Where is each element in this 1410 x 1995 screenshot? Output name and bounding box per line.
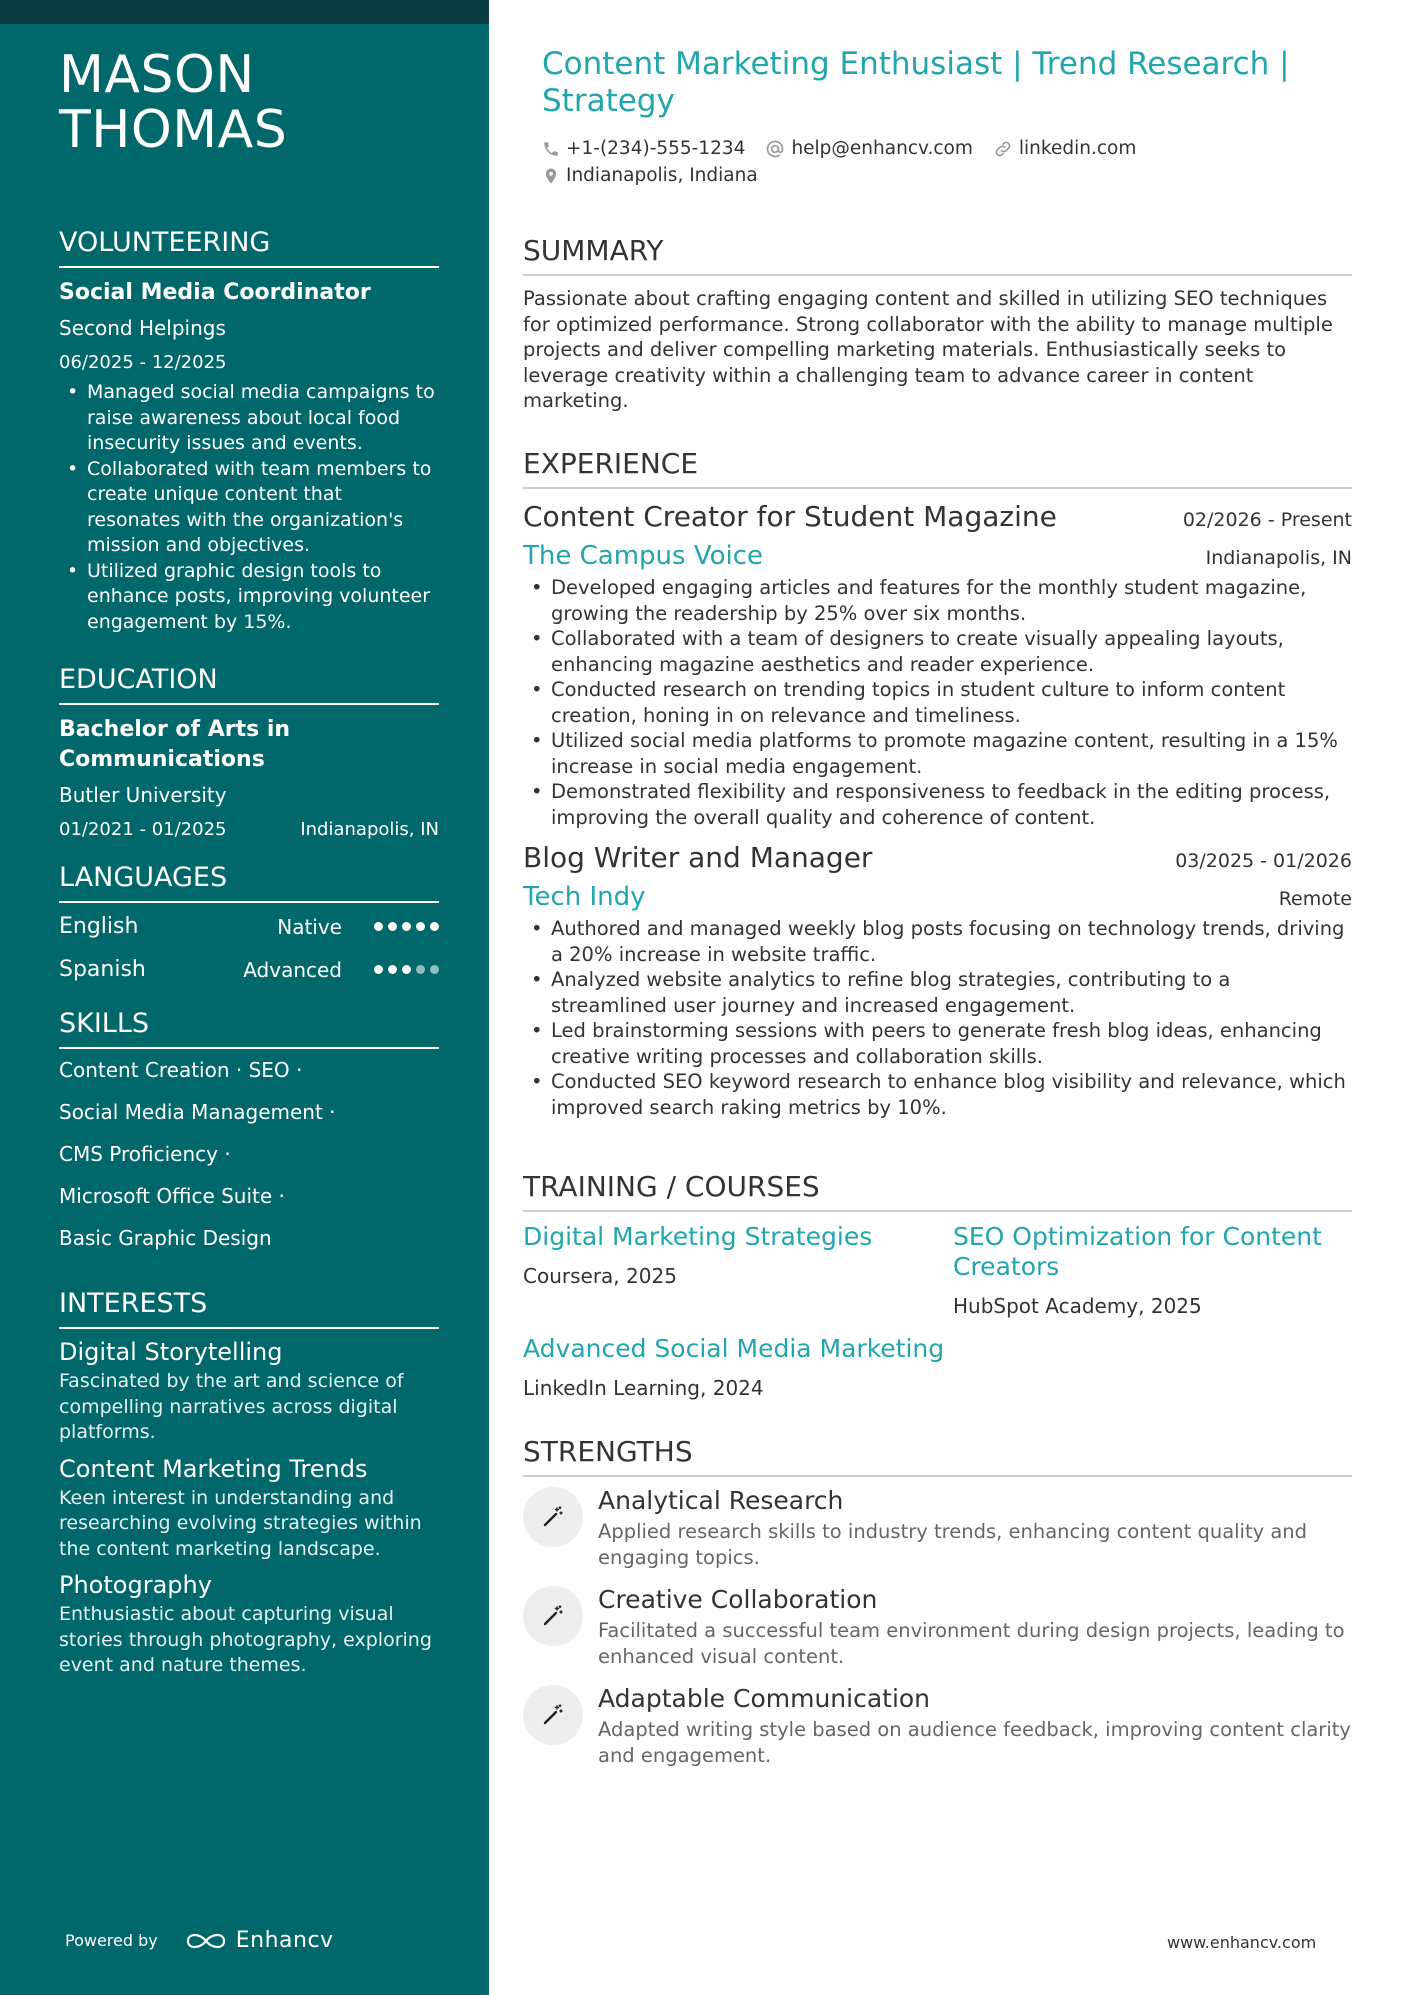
language-row xyxy=(59,948,439,991)
summary-wrapper xyxy=(523,234,1352,414)
skill-line: Microsoft Office Suite · xyxy=(59,1184,285,1208)
strength-item xyxy=(523,1584,1352,1669)
rating-dot-empty xyxy=(430,965,439,974)
bullet: • Conducted SEO keyword research to enhance blog visibility and relevance, which improved search raking metrics by 10%. xyxy=(523,1069,1352,1120)
interest-item xyxy=(59,1452,439,1563)
interest-desc: Enthusiastic about capturing visual stories through photography, exploring event and nature themes. xyxy=(59,1603,432,1676)
languages-heading: LANGUAGES xyxy=(59,861,439,903)
email-text: help@enhancv.com xyxy=(791,138,973,159)
contact-location xyxy=(542,165,758,186)
strength-desc: Adapted writing style based on audience feedback, improving content clarity and engagement. xyxy=(598,1718,1351,1767)
course-provider: Coursera, 2025 xyxy=(523,1264,677,1288)
candidate-name: MASON THOMAS xyxy=(59,45,288,160)
volunteering-bullets xyxy=(59,380,439,635)
rating-dot-empty xyxy=(416,965,425,974)
magic-wand-icon xyxy=(523,1487,583,1547)
link-icon xyxy=(993,139,1013,159)
course-title: Advanced Social Media Marketing xyxy=(523,1334,945,1363)
experience-subheader xyxy=(523,876,1352,914)
strength-title: Analytical Research xyxy=(598,1486,844,1515)
contact-email[interactable] xyxy=(765,138,972,159)
skill-line: Social Media Management · xyxy=(59,1100,336,1124)
volunteering-dates: 06/2025 - 12/2025 xyxy=(59,352,227,373)
language-row xyxy=(59,905,439,948)
sidebar-content xyxy=(59,45,439,1679)
interest-desc: Keen interest in understanding and researching evolving strategies within the content marketing landscape. xyxy=(59,1486,422,1560)
language-name: English xyxy=(59,914,139,939)
enhancv-logo-icon xyxy=(184,1929,228,1953)
headline: Content Marketing Enthusiast | Trend Research | Strategy xyxy=(542,46,1290,119)
rating-dot-filled xyxy=(402,922,411,931)
sidebar xyxy=(0,0,489,1995)
training-heading: TRAINING / COURSES xyxy=(523,1170,1352,1212)
magic-wand-icon xyxy=(523,1586,583,1646)
education-school: Butler University xyxy=(59,783,227,807)
interests-section xyxy=(59,1287,439,1679)
skills-heading: SKILLS xyxy=(59,1007,439,1049)
phone-text: +1-(234)-555-1234 xyxy=(566,138,746,159)
strength-title: Adaptable Communication xyxy=(598,1684,931,1713)
experience-header xyxy=(523,840,1352,876)
bullet: • Collaborated with team members to create unique content that resonates with the organization's mission and objectives. xyxy=(59,457,439,559)
rating-dot-filled xyxy=(388,922,397,931)
bullet: • Utilized social media platforms to promote magazine content, resulting in a 15% increase in social media engagement. xyxy=(523,728,1352,779)
education-section xyxy=(59,663,439,843)
experience-bullets xyxy=(523,916,1352,1120)
strength-desc: Facilitated a successful team environment during design projects, leading to enhanced visual content. xyxy=(598,1619,1345,1668)
course-provider: LinkedIn Learning, 2024 xyxy=(523,1376,764,1400)
language-level: Native xyxy=(277,914,342,939)
strength-item xyxy=(523,1485,1352,1570)
contact-linkedin[interactable] xyxy=(993,138,1136,159)
bullet: • Authored and managed weekly blog posts focusing on technology trends, driving a 20% increase in website traffic. xyxy=(523,916,1352,967)
volunteering-section xyxy=(59,226,439,635)
rating-dot-filled xyxy=(374,922,383,931)
course-item xyxy=(953,1222,1352,1320)
bullet: • Developed engaging articles and features for the monthly student magazine, growing the readership by 25% over six months. xyxy=(523,575,1352,626)
bullet: • Managed social media campaigns to raise awareness about local food insecurity issues and events. xyxy=(59,380,439,457)
sidebar-top-bar xyxy=(0,0,489,24)
experience-header xyxy=(523,499,1352,535)
languages-section xyxy=(59,861,439,991)
skill-line: Basic Graphic Design xyxy=(59,1226,272,1250)
volunteering-heading: VOLUNTEERING xyxy=(59,226,439,268)
experience-bullets xyxy=(523,575,1352,830)
magic-wand-icon xyxy=(523,1685,583,1745)
bullet: • Utilized graphic design tools to enhance posts, improving volunteer engagement by 15%. xyxy=(59,559,439,636)
enhancv-brand: Enhancv xyxy=(235,1928,334,1953)
language-level: Advanced xyxy=(243,957,342,982)
rating-dot-filled xyxy=(374,965,383,974)
interest-title: Digital Storytelling xyxy=(59,1338,283,1366)
strength-title: Creative Collaboration xyxy=(598,1585,878,1614)
experience-dates: 02/2026 - Present xyxy=(1182,509,1352,531)
bullet: • Demonstrated flexibility and responsiveness to feedback in the editing process, improving the overall quality and coherence of content. xyxy=(523,779,1352,830)
enhancv-logo[interactable] xyxy=(184,1928,334,1953)
experience-item xyxy=(523,840,1352,1120)
interest-item xyxy=(59,1335,439,1446)
location-text: Indianapolis, Indiana xyxy=(566,165,758,186)
strengths-heading: STRENGTHS xyxy=(523,1435,1352,1477)
bullet: • Conducted research on trending topics in student culture to inform content creation, honing in on relevance and timeliness. xyxy=(523,677,1352,728)
strength-text xyxy=(598,1485,1352,1570)
skills-section xyxy=(59,1007,439,1259)
interest-item xyxy=(59,1568,439,1679)
language-rating xyxy=(374,965,439,974)
course-title: Digital Marketing Strategies xyxy=(523,1222,873,1251)
interest-title: Content Marketing Trends xyxy=(59,1454,368,1483)
rating-dot-filled xyxy=(416,922,425,931)
rating-dot-filled xyxy=(402,965,411,974)
interest-title: Photography xyxy=(59,1571,212,1599)
strengths-section xyxy=(523,1435,1352,1782)
bullet: • Analyzed website analytics to refine blog strategies, contributing to a streamlined user journey and increased engagement. xyxy=(523,967,1352,1018)
strength-desc: Applied research skills to industry trends, enhancing content quality and engaging topics. xyxy=(598,1520,1308,1569)
course-item xyxy=(523,1334,953,1402)
bullet: • Led brainstorming sessions with peers to generate fresh blog ideas, enhancing creative writing processes and collaboration skills. xyxy=(523,1018,1352,1069)
experience-location: Remote xyxy=(1278,888,1352,910)
volunteering-title: Social Media Coordinator xyxy=(59,280,371,305)
skill-line: Content Creation · SEO · xyxy=(59,1058,303,1082)
education-degree: Bachelor of Arts in Communications xyxy=(59,717,291,772)
location-pin-icon xyxy=(542,166,560,186)
summary-heading: SUMMARY xyxy=(523,234,1352,276)
education-heading: EDUCATION xyxy=(59,663,439,705)
phone-icon xyxy=(542,140,560,158)
contact-row xyxy=(542,135,1302,162)
experience-location: Indianapolis, IN xyxy=(1205,547,1352,569)
education-meta xyxy=(59,817,439,843)
contact-info xyxy=(542,135,1302,189)
course-grid xyxy=(523,1222,1352,1402)
powered-by-label: Powered by xyxy=(65,1931,158,1950)
linkedin-text: linkedin.com xyxy=(1018,138,1137,159)
training-section xyxy=(523,1170,1352,1402)
education-location: Indianapolis, IN xyxy=(300,819,439,840)
course-title: SEO Optimization for Content Creators xyxy=(953,1222,1322,1281)
experience-section xyxy=(523,447,1352,1120)
course-item xyxy=(523,1222,953,1320)
experience-heading: EXPERIENCE xyxy=(523,447,1352,489)
strength-item xyxy=(523,1683,1352,1768)
experience-dates: 03/2025 - 01/2026 xyxy=(1175,850,1352,872)
language-rating xyxy=(374,922,439,931)
course-provider: HubSpot Academy, 2025 xyxy=(953,1294,1202,1318)
experience-item xyxy=(523,499,1352,830)
powered-by xyxy=(65,1928,334,1953)
language-name: Spanish xyxy=(59,957,146,982)
experience-subheader xyxy=(523,535,1352,573)
skill-line: CMS Proficiency · xyxy=(59,1142,231,1166)
bullet: • Collaborated with a team of designers to create visually appealing layouts, enhancing magazine aesthetics and reader experience. xyxy=(523,626,1352,677)
footer-url[interactable]: www.enhancv.com xyxy=(1167,1933,1317,1952)
rating-dot-filled xyxy=(430,922,439,931)
interest-desc: Fascinated by the art and science of compelling narratives across digital platforms. xyxy=(59,1370,404,1443)
strength-text xyxy=(598,1683,1352,1768)
volunteering-org: Second Helpings xyxy=(59,316,226,340)
experience-title: Content Creator for Student Magazine xyxy=(523,500,1057,533)
education-dates: 01/2021 - 01/2025 xyxy=(59,819,227,840)
interests-heading: INTERESTS xyxy=(59,1287,439,1329)
summary-section xyxy=(523,234,1352,414)
experience-company: The Campus Voice xyxy=(523,541,764,571)
contact-row xyxy=(542,162,1302,189)
summary-text: Passionate about crafting engaging content and skilled in utilizing SEO techniques for optimized performance. Strong collaborator with the ability to manage multiple projects and deliver compelling marketing materials. Enthusiastically seeks to leverage creativity within a challenging team to advance career in content marketing. xyxy=(523,287,1333,412)
rating-dot-filled xyxy=(388,965,397,974)
contact-phone[interactable] xyxy=(542,138,745,159)
experience-company: Tech Indy xyxy=(523,882,646,912)
experience-title: Blog Writer and Manager xyxy=(523,841,873,874)
at-icon xyxy=(765,139,785,159)
strength-text xyxy=(598,1584,1352,1669)
